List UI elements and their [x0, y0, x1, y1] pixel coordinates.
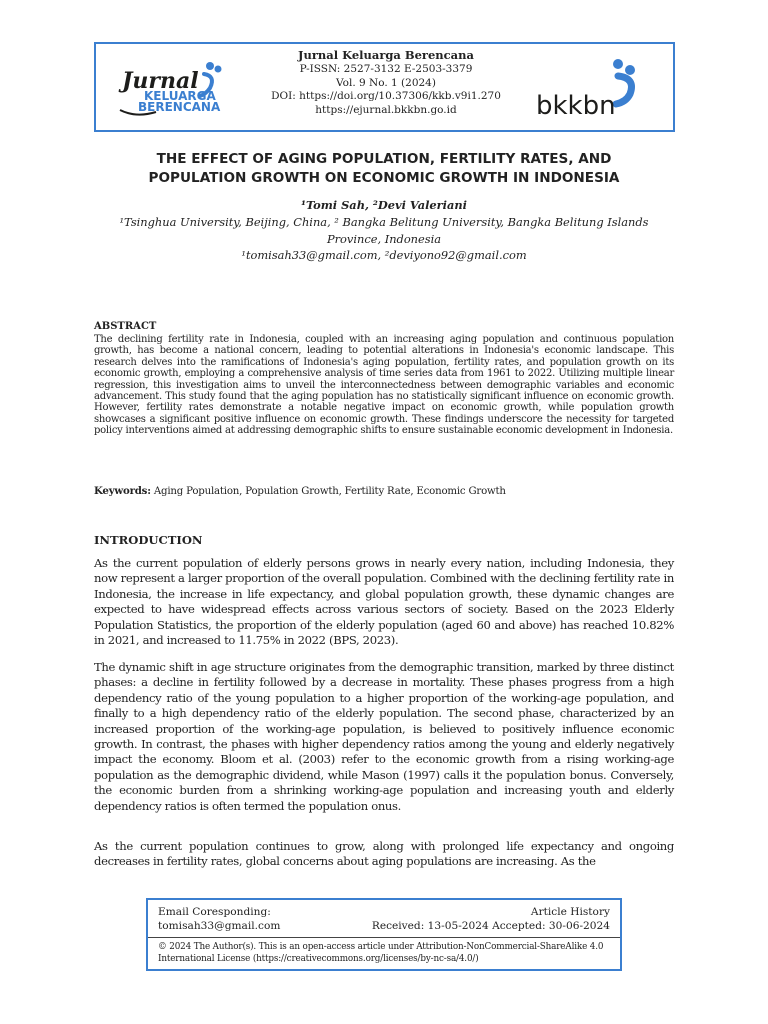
author-affiliations: ¹Tsinghua University, Beijing, China, ² Bangka Belitung University, Bangka Belitung Islands Province, Indonesia ¹tomisah33@gmail.com, ²deviyono92@gmail.com — [110, 214, 658, 264]
svg-text:Jurnal: Jurnal — [122, 68, 199, 94]
article-authors: ¹Tomi Sah, ²Devi Valeriani — [300, 198, 467, 212]
article-footer-box — [146, 898, 622, 971]
introduction-paragraph: As the current population continues to grow, along with prolonged life expectancy and ongoing decreases in fertility rates, global concerns about aging populations are increasing. As the — [94, 839, 674, 869]
journal-url[interactable]: https://ejurnal.bkkbn.go.id — [315, 103, 457, 116]
introduction-paragraph: As the current population of elderly persons grows in nearly every nation, including Indonesia, they now represent a larger proportion of the overall population. Combined with the declining fertility rate in Indonesia, the increase in life expectancy, and global population growth, these dynamic changes are expected to have widespread effects across various sectors of society. Based on the 2023 Elderly Population Statistics, the proportion of the elderly population (aged 60 and above) has reached 10.82% in 2021, and increased to 11.75% in 2022 (BPS, 2023). — [94, 556, 674, 648]
email-label: Email Coresponding: — [158, 906, 271, 918]
journal-name: Jurnal Keluarga Berencana — [298, 48, 474, 62]
license-text: © 2024 The Author(s). This is an open-access article under Attribution-NonCommercial-ShareAlike 4.0 International License (https://creativecommons.org/licenses/by-nc-sa/4.0/) — [158, 942, 604, 964]
svg-text:BERENCANA: BERENCANA — [138, 100, 221, 114]
introduction-paragraph: The dynamic shift in age structure originates from the demographic transition, marked by three distinct phases: a decline in fertility followed by a decrease in mortality. These phases progress from a high dependency ratio of the young population to a higher proportion of the working-age population, and finally to a high dependency ratio of the elderly population. The second phase, characterized by an increased proportion of the working-age population, is believed to positively influence economic growth. In contrast, the phases with higher dependency ratios among the young and elderly negatively impact the economy. Bloom et al. (2003) refer to the economic growth from a rising working-age population as the demographic dividend, while Mason (1997) calls it the population bonus. Conversely, the economic burden from a shrinking working-age population and increasing youth and elderly dependency ratios is often termed the population onus. — [94, 660, 674, 813]
introduction-heading: INTRODUCTION — [94, 533, 203, 547]
svg-text:bkkbn: bkkbn — [536, 91, 616, 121]
author-emails: ¹tomisah33@gmail.com, ²deviyono92@gmail.com — [241, 248, 527, 262]
abstract-text: The declining fertility rate in Indonesia, coupled with an increasing aging population and continuous population growth, has become a national concern, leading to potential alterations in Indonesia's economic landscape. This research delves into the ramifications of Indonesia's aging population, fertility rates, and population growth on its economic growth, employing a comprehensive analysis of time series data from 1961 to 2022. Utilizing multiple linear regression, this investigation aims to unveil the interconnectedness between demographic variables and economic advancement. This study found that the aging population has no statistically significant influence on economic growth. However, fertility rates demonstrate a notable negative impact on economic growth, while population growth showcases a significant positive influence on economic growth. These findings underscore the necessity for targeted policy interventions aimed at addressing demographic shifts to ensure sustainable economic development in Indonesia. — [94, 334, 674, 437]
footer-info-row — [148, 900, 620, 938]
article-title: THE EFFECT OF AGING POPULATION, FERTILITY RATES, AND POPULATION GROWTH ON ECONOMIC GROWTH IN INDONESIA — [148, 151, 620, 186]
bkkbn-logo — [532, 56, 652, 124]
journal-doi[interactable]: DOI: https://doi.org/10.37306/kkb.v9i1.270 — [271, 90, 501, 102]
history-label: Article History — [530, 906, 610, 918]
journal-logo — [116, 60, 256, 120]
keywords-label: Keywords: — [94, 485, 151, 497]
svg-text:KELUARGA: KELUARGA — [144, 89, 216, 103]
email-value[interactable]: tomisah33@gmail.com — [158, 920, 281, 932]
article-history — [372, 905, 610, 933]
journal-issn: P-ISSN: 2527-3132 E-2503-3379 — [299, 63, 473, 75]
keywords — [94, 485, 674, 498]
journal-header — [94, 42, 675, 132]
abstract-heading: ABSTRACT — [94, 321, 157, 332]
journal-info — [246, 48, 526, 117]
corresponding-email — [158, 905, 280, 933]
journal-volume: Vol. 9 No. 1 (2024) — [336, 76, 436, 89]
keywords-list: Aging Population, Population Growth, Fertility Rate, Economic Growth — [153, 486, 506, 497]
history-dates: Received: 13-05-2024 Accepted: 30-06-2024 — [371, 920, 610, 932]
